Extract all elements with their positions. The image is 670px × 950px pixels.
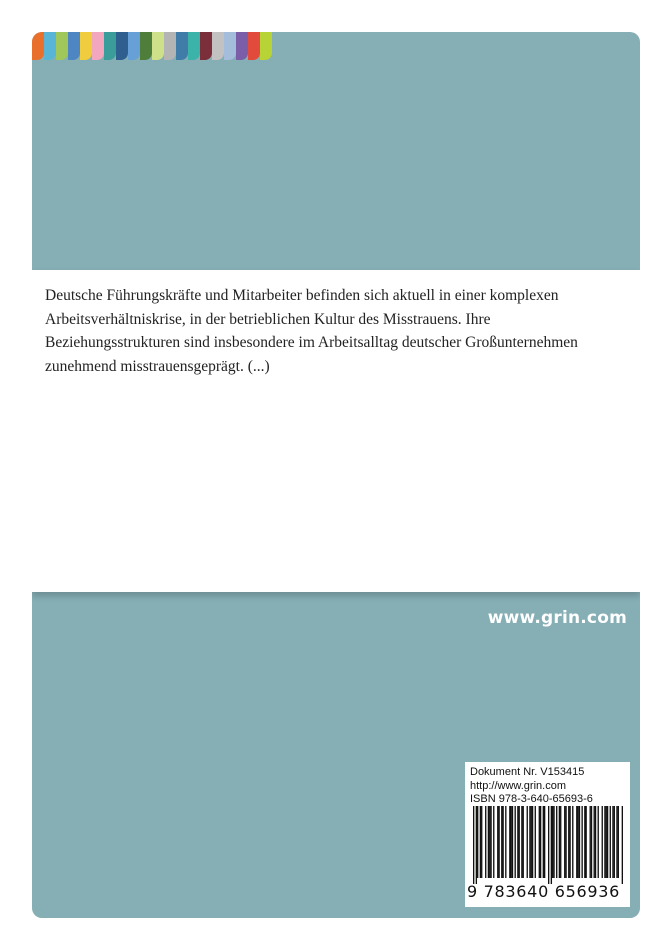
- color-stripes: [32, 32, 272, 60]
- color-stripe: [260, 32, 272, 60]
- barcode-bar: [607, 806, 608, 878]
- barcode-bar: [517, 806, 518, 878]
- barcode-bar: [480, 806, 481, 878]
- barcode-bar: [509, 806, 510, 878]
- color-stripe: [68, 32, 80, 60]
- barcode-bar: [511, 806, 512, 878]
- barcode-bar: [586, 806, 587, 878]
- color-stripe: [92, 32, 104, 60]
- barcode-bar: [539, 806, 540, 878]
- barcode-bar: [502, 806, 503, 878]
- barcode-bar: [581, 806, 582, 878]
- color-stripe: [176, 32, 188, 60]
- color-stripe: [164, 32, 176, 60]
- barcode-bar: [476, 806, 477, 884]
- publisher-website: www.grin.com: [487, 608, 627, 628]
- color-stripe: [116, 32, 128, 60]
- color-stripe: [140, 32, 152, 60]
- document-meta: [470, 766, 593, 807]
- barcode-bar: [610, 806, 611, 878]
- barcode-bar: [540, 806, 541, 878]
- barcode-bars: [473, 806, 623, 884]
- blurb-text: Deutsche Führungskräfte und Mitarbeiter befinden sich aktuell in einer komplexen Arbeitsverhältniskrise, in der betrieblichen Kultur des Misstrauens. Ihre Beziehungsstrukturen sind insbesondere im Arbeitsalltag deutscher Großunternehmen zunehmend misstrauensgeprägt. (...): [45, 287, 578, 375]
- barcode-bar: [493, 806, 494, 878]
- color-stripe: [236, 32, 248, 60]
- barcode-bar: [512, 806, 513, 878]
- barcode-bar: [543, 806, 544, 878]
- barcode-bar: [523, 806, 524, 878]
- color-stripe: [32, 32, 44, 60]
- barcode-bar: [556, 806, 557, 878]
- blurb-panel: [32, 270, 640, 592]
- barcode-digits: 9 783640 656936: [467, 882, 621, 901]
- barcode-bar: [501, 806, 502, 878]
- barcode-bar: [553, 806, 554, 878]
- barcode-bar: [604, 806, 605, 878]
- barcode-bar: [572, 806, 573, 878]
- barcode-bar: [498, 806, 499, 878]
- barcode-bar: [473, 806, 474, 884]
- barcode-bar: [497, 806, 498, 878]
- barcode-bar: [614, 806, 615, 878]
- barcode-bar: [531, 806, 532, 878]
- color-stripe: [200, 32, 212, 60]
- barcode-bar: [477, 806, 478, 878]
- barcode-bar: [490, 806, 491, 878]
- barcode-bar: [591, 806, 592, 878]
- color-stripe: [152, 32, 164, 60]
- barcode-bar: [544, 806, 545, 878]
- barcode-bar: [529, 806, 530, 878]
- barcode-bar: [565, 806, 566, 878]
- barcode-bar: [606, 806, 607, 878]
- book-back-cover: [32, 32, 640, 918]
- barcode-bar: [532, 806, 533, 878]
- barcode-bar: [551, 806, 552, 884]
- barcode-bar: [584, 806, 585, 878]
- barcode-bar: [485, 806, 486, 878]
- barcode-bar: [602, 806, 603, 878]
- barcode-bar: [481, 806, 482, 878]
- barcode-bar: [515, 806, 516, 878]
- barcode-bar: [594, 806, 595, 878]
- barcode-bar: [488, 806, 489, 878]
- barcode-bar: [616, 806, 617, 878]
- barcode-bar: [568, 806, 569, 878]
- color-stripe: [80, 32, 92, 60]
- barcode-bar: [579, 806, 580, 878]
- color-stripe: [248, 32, 260, 60]
- barcode-bar: [598, 806, 599, 878]
- barcode-bar: [564, 806, 565, 878]
- document-number: Dokument Nr. V153415: [470, 766, 585, 778]
- barcode-bar: [505, 806, 506, 878]
- barcode-bar: [560, 806, 561, 878]
- color-stripe: [188, 32, 200, 60]
- color-stripe: [56, 32, 68, 60]
- barcode-bar: [590, 806, 591, 878]
- barcode-bar: [548, 806, 549, 884]
- barcode-bar: [519, 806, 520, 878]
- color-stripe: [128, 32, 140, 60]
- color-stripe: [224, 32, 236, 60]
- barcode-bar: [489, 806, 490, 878]
- isbn: ISBN 978-3-640-65693-6: [470, 793, 593, 805]
- color-stripe: [104, 32, 116, 60]
- barcode-bar: [576, 806, 577, 878]
- barcode-bar: [552, 806, 553, 878]
- barcode-bar: [595, 806, 596, 878]
- barcode-bar: [622, 806, 623, 884]
- barcode-bar: [527, 806, 528, 878]
- barcode-bar: [559, 806, 560, 878]
- barcode-bar: [569, 806, 570, 878]
- barcode-box: [465, 762, 630, 907]
- color-stripe: [44, 32, 56, 60]
- barcode-bar: [612, 806, 613, 878]
- document-url: http://www.grin.com: [470, 779, 566, 792]
- barcode-bar: [618, 806, 619, 878]
- barcode-bar: [577, 806, 578, 878]
- barcode-bar: [521, 806, 522, 878]
- color-stripe: [212, 32, 224, 60]
- barcode-bar: [535, 806, 536, 878]
